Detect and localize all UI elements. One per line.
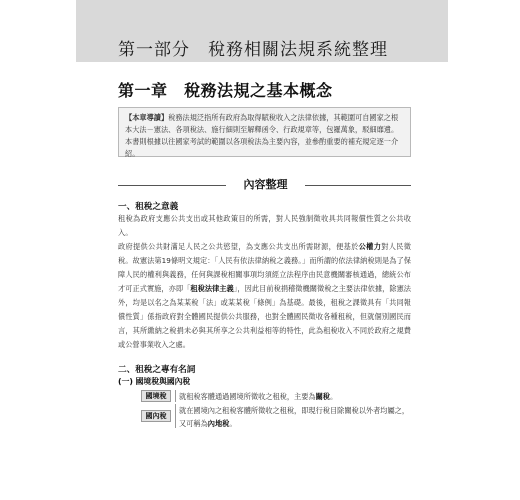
para-text: 」，因此目前稅捐稽徵機關徵稅之主要法律依據，除憲法外，均是以名之為某某稅「法」或某某稅「條例」為基礎。最後，租稅之課徵具有「共同報償性質」係指政府對全體國民提供公共服務，也對全體國民徵收各種租稅，但就個別國民而言，其所繳納之稅捐未必與其所享之公共利益相等的特性，此為租稅收入不同於政府之規費或公營事業收入之處。 <box>118 284 411 349</box>
paragraph-tax-explanation <box>118 240 411 352</box>
term-bold: 關稅 <box>315 392 330 401</box>
heading-tax-meaning: 一、租稅之意義 <box>118 202 179 212</box>
guide-tag: 【本章導讀】 <box>125 113 169 122</box>
term-tag: 國內稅 <box>141 410 171 422</box>
subheading-border-domestic-tax: (一) 國境稅與國內稅 <box>118 377 191 386</box>
part-title: 第一部分 稅務相關法規系統整理 <box>118 40 388 60</box>
guide-text: 稅務法規泛指所有政府為取得賦稅收入之法律依據，其範圍可自國家之根本大法－憲法、各項稅法、施行細則至解釋函令、行政規章等，包羅萬象，駁細靡遺。本書則根據以往國家考試的範圍以各項稅法為主要內容，並參酌重要的補充規定逐一介紹。 <box>125 113 399 158</box>
term-divider <box>175 404 176 428</box>
term-bold: 內地稅 <box>207 419 230 428</box>
term-definition <box>179 404 411 430</box>
para-text: 對人民徵稅。故憲法第19條明文規定：「人民有依法律納稅之義務。」而所謂的依法律納稅則是為了保障人民的權利與義務，任何與課稅相關事項均須經立法程序由民意機關審核通過，總統公布才可正式實施，亦即「 <box>118 242 411 293</box>
term-tail: 。 <box>229 419 237 428</box>
para-bold-term: 租稅法律主義 <box>190 284 234 293</box>
section-label: 內容整理 <box>243 178 288 191</box>
term-text: 就在國境內之租稅客體所徵收之租稅，即現行稅目除關稅以外者均屬之，又可稱為 <box>179 406 410 428</box>
term-text: 就租稅客體通過國境所徵收之租稅，主要為 <box>179 392 316 401</box>
divider-line-right <box>305 185 411 186</box>
term-tail: 。 <box>329 392 338 401</box>
term-definition <box>179 390 411 403</box>
chapter-title: 第一章 稅務法規之基本概念 <box>118 81 333 100</box>
term-divider <box>175 390 176 402</box>
paragraph-tax-definition: 租稅為政府支應公共支出或其他政策目的所需，對人民強制徵收具共同報償性質之公共收入。 <box>118 214 411 237</box>
term-tag: 國境稅 <box>141 390 171 402</box>
divider-line-left <box>118 185 226 186</box>
para-text: 政府提供公共財滿足人民之公共慾望，為支應公共支出所需財源，便基於 <box>118 242 359 251</box>
section-divider <box>118 178 411 192</box>
chapter-guide-box <box>118 107 411 157</box>
para-bold-term: 公權力 <box>358 242 382 251</box>
heading-tax-terms: 二、租稅之專有名詞 <box>118 365 196 375</box>
